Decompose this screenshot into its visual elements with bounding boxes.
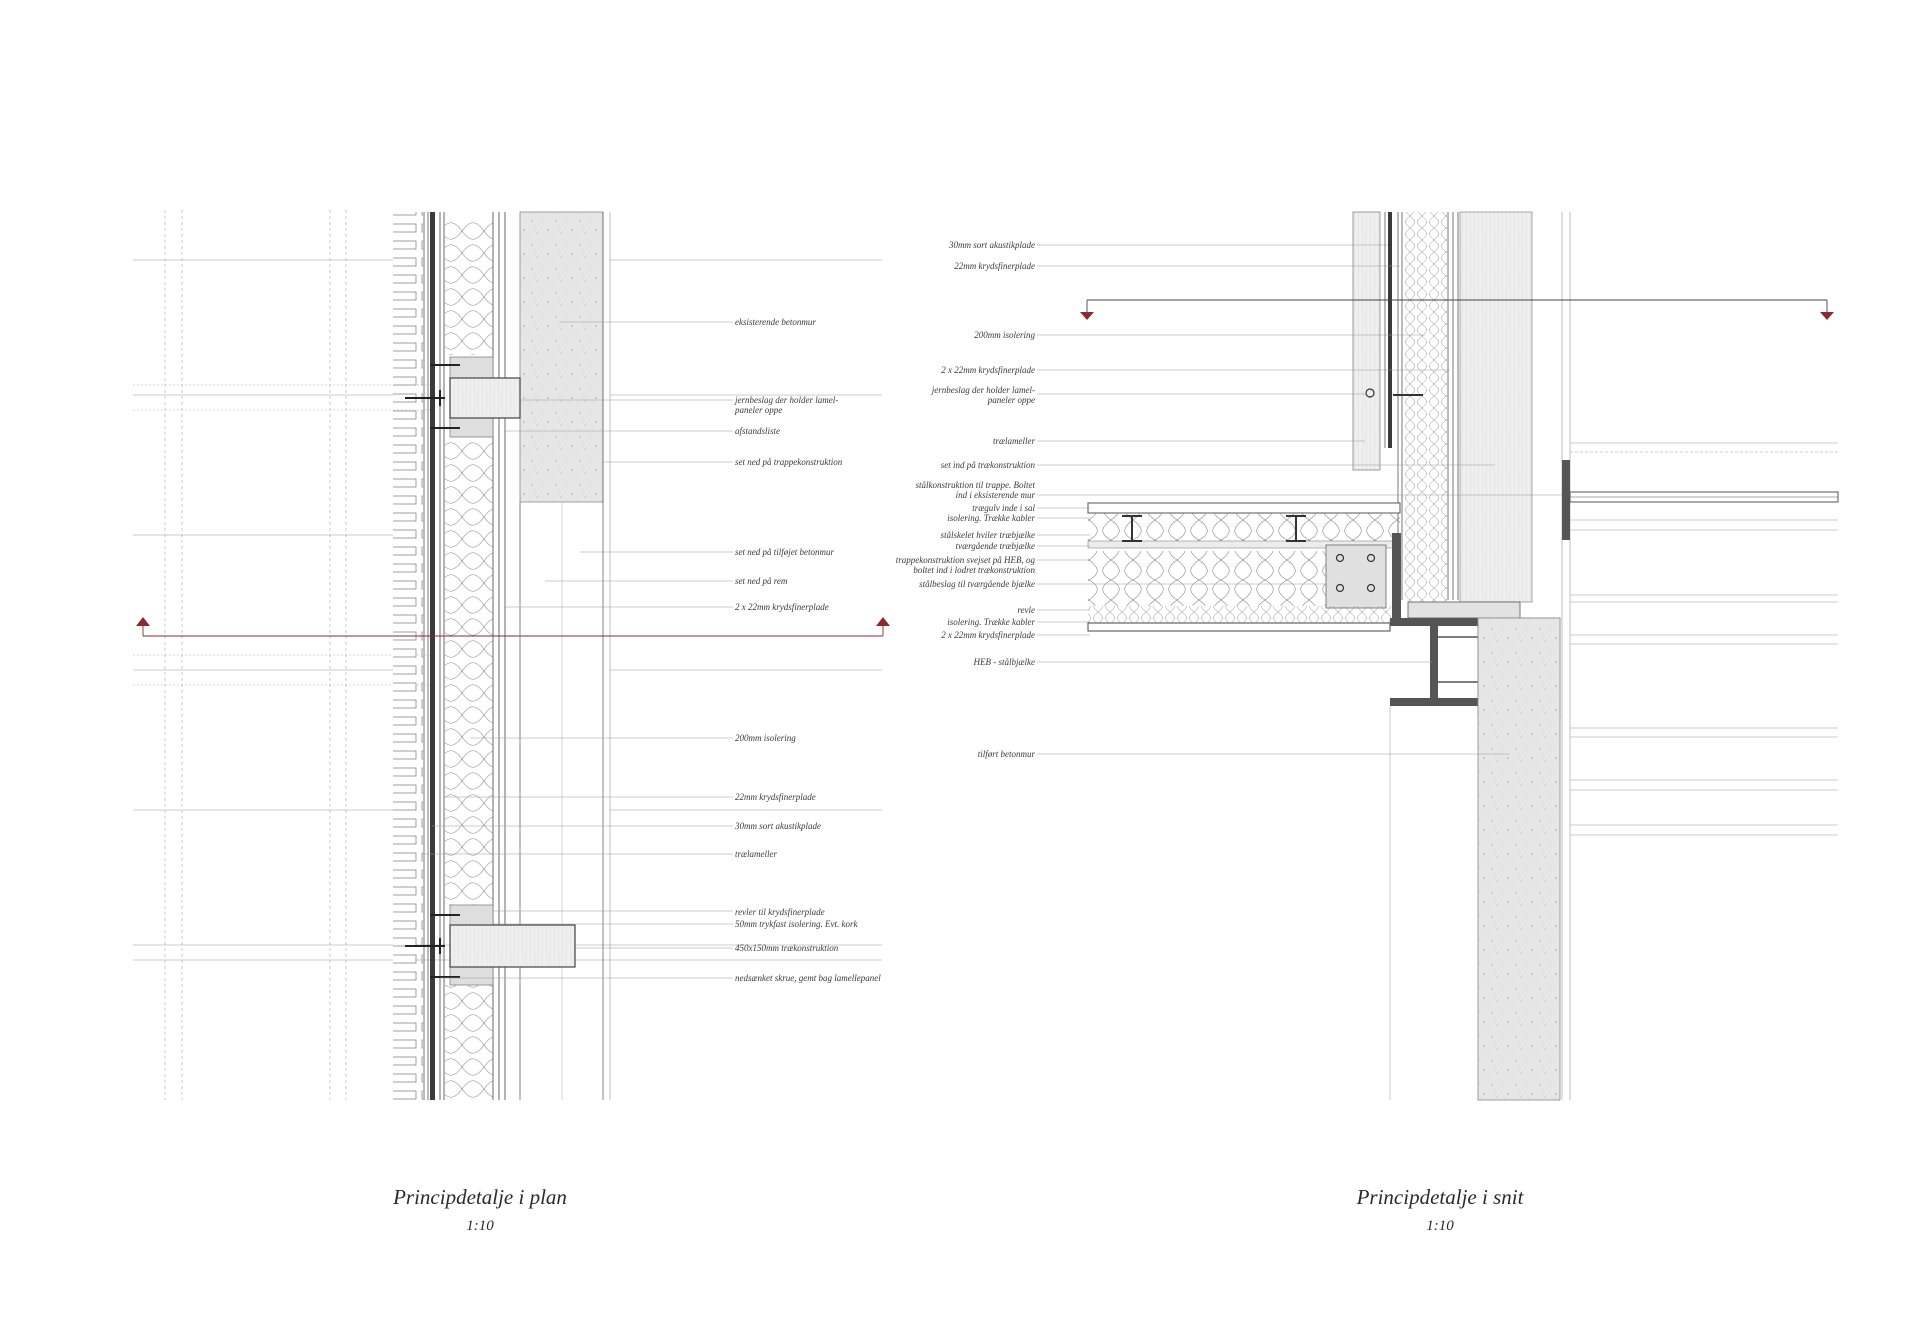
section-scale: 1:10: [1426, 1218, 1454, 1234]
plan-detail: [133, 210, 890, 1100]
plan-title: Principdetalje i plan: [393, 1185, 567, 1209]
label-wood-lamellas: trælameller: [735, 849, 777, 859]
plan-scale: 1:10: [466, 1218, 494, 1234]
label-section-double-plywood-2: 2 x 22mm krydsfinerplade: [941, 630, 1035, 640]
label-plywood-22mm: 22mm krydsfinerplade: [735, 792, 816, 802]
label-section-insulation: 200mm isolering: [974, 330, 1035, 340]
label-section-heb-beam: HEB - stålbjælke: [973, 657, 1035, 667]
label-section-plywood-22mm: 22mm krydsfinerplade: [954, 261, 1035, 271]
label-view-beam: set ned på rem: [735, 576, 788, 586]
label-section-steel-bracket: stålbeslag til tværgående bjælke: [919, 579, 1035, 589]
label-spacer-strip: afstandsliste: [735, 426, 781, 436]
label-countersunk-screw: nedsænket skrue, gemt bag lamellepanel: [735, 973, 881, 983]
label-iron-fitting: jernbeslag der holder lamel- paneler oppe: [735, 395, 839, 415]
label-existing-concrete-wall: eksisterende betonmur: [735, 317, 816, 327]
label-timber-construction: 450x150mm trækonstruktion: [735, 943, 839, 953]
label-section-insulation-cables: isolering. Trække kabler: [947, 513, 1035, 523]
section-title: Principdetalje i snit: [1356, 1185, 1524, 1209]
label-section-acoustic-plate: 30mm sort akustikplade: [949, 240, 1035, 250]
label-section-cross-beam: tværgående træbjælke: [955, 541, 1035, 551]
label-section-view-timber: set ind på trækonstruktion: [940, 460, 1035, 470]
section-detail: [1037, 212, 1838, 1100]
label-pressure-insulation: 50mm trykfast isolering. Evt. kork: [735, 919, 858, 929]
label-section-steel-skeleton: stålskelet hviler træbjælke: [940, 530, 1035, 540]
label-section-insulation-cables-2: isolering. Trække kabler: [947, 617, 1035, 627]
label-section-double-plywood: 2 x 22mm krydsfinerplade: [941, 365, 1035, 375]
label-section-steel-stair: stålkonstruktion til trappe. Boltet ind i eksisterende mur: [915, 480, 1035, 500]
label-double-plywood: 2 x 22mm krydsfinerplade: [735, 602, 829, 612]
label-acoustic-plate: 30mm sort akustikplade: [735, 821, 821, 831]
label-section-iron-fitting: jernbeslag der holder lamel- paneler oppe: [931, 385, 1035, 405]
label-battens: revler til krydsfinerplade: [735, 907, 825, 917]
label-section-wood-lamellas: trælameller: [993, 436, 1035, 446]
label-section-stair-welded: trappekonstruktion svejset på HEB, og boltet ind i lodret trækonstruktion: [895, 555, 1035, 575]
label-section-batten: revle: [1017, 605, 1035, 615]
label-view-added-concrete-wall: set ned på tilføjet betonmur: [735, 547, 834, 557]
label-section-wood-floor: trægulv inde i sal: [972, 503, 1035, 513]
label-section-added-concrete: tilført betonmur: [977, 749, 1035, 759]
label-view-stair-construction: set ned på trappekonstruktion: [735, 457, 843, 467]
label-insulation-200mm: 200mm isolering: [735, 733, 796, 743]
